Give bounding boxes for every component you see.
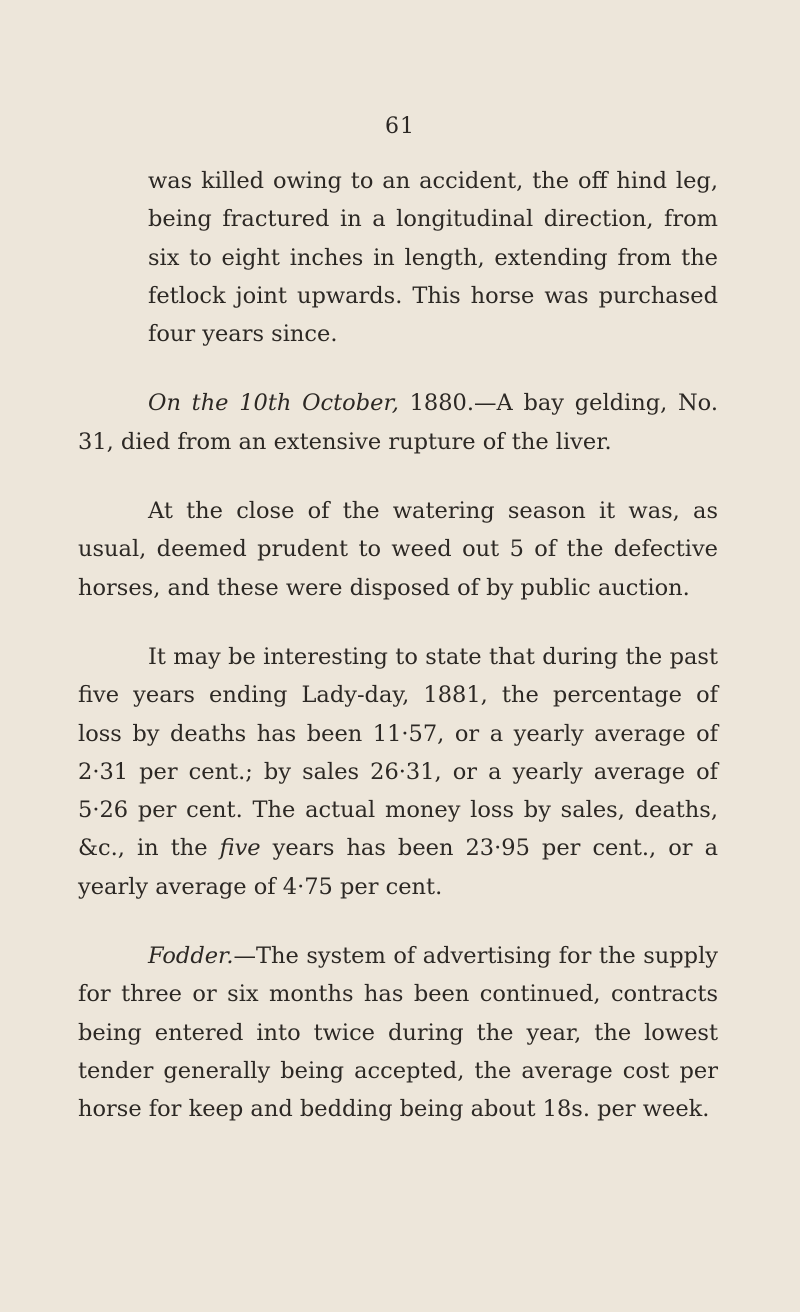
- page-number: 61: [385, 114, 415, 139]
- paragraph-october-death: [78, 384, 718, 461]
- body-text: [78, 162, 718, 1129]
- paragraph-horse-accident: [78, 162, 718, 353]
- date-lead: On the 10th October,: [148, 390, 399, 417]
- paragraph-text: It may be interesting to state that during the past five years ending Lady-day, 1881, the percentage of loss by deaths has been 11·57, or a yearly average of 2·31 per cent.; by sales 26·31, or a yearly average of 5·26 per cent. The actual money loss by sales, deaths, &c., in the: [78, 643, 718, 862]
- emphasis-five: five: [219, 835, 261, 862]
- paragraph-fodder: [78, 937, 718, 1128]
- paragraph-loss-statistics: [78, 638, 718, 906]
- paragraph-watering-season: [78, 492, 718, 607]
- paragraph-text: —The system of advertising for the supply for three or six months has been continued, contracts being entered into twice during the year, the lowest tender generally being accepted, the average cost per horse for keep and bedding being about 18s. per week.: [78, 943, 718, 1123]
- section-lead-fodder: Fodder.: [148, 943, 234, 970]
- paragraph-text: 1880.—A bay gelding, No. 31, died from an extensive rupture of the liver.: [78, 390, 718, 455]
- paragraph-text: At the close of the watering season it was, as usual, deemed prudent to weed out 5 of the defective horses, and these were disposed of by public auction.: [78, 498, 718, 601]
- paragraph-text: years has been 23·95 per cent., or a yearly average of 4·75 per cent.: [78, 835, 718, 900]
- paragraph-text: was killed owing to an accident, the off hind leg, being fractured in a longitudinal direction, from six to eight inches in length, extending from the fetlock joint upwards. This horse was purchased four years since.: [148, 168, 718, 348]
